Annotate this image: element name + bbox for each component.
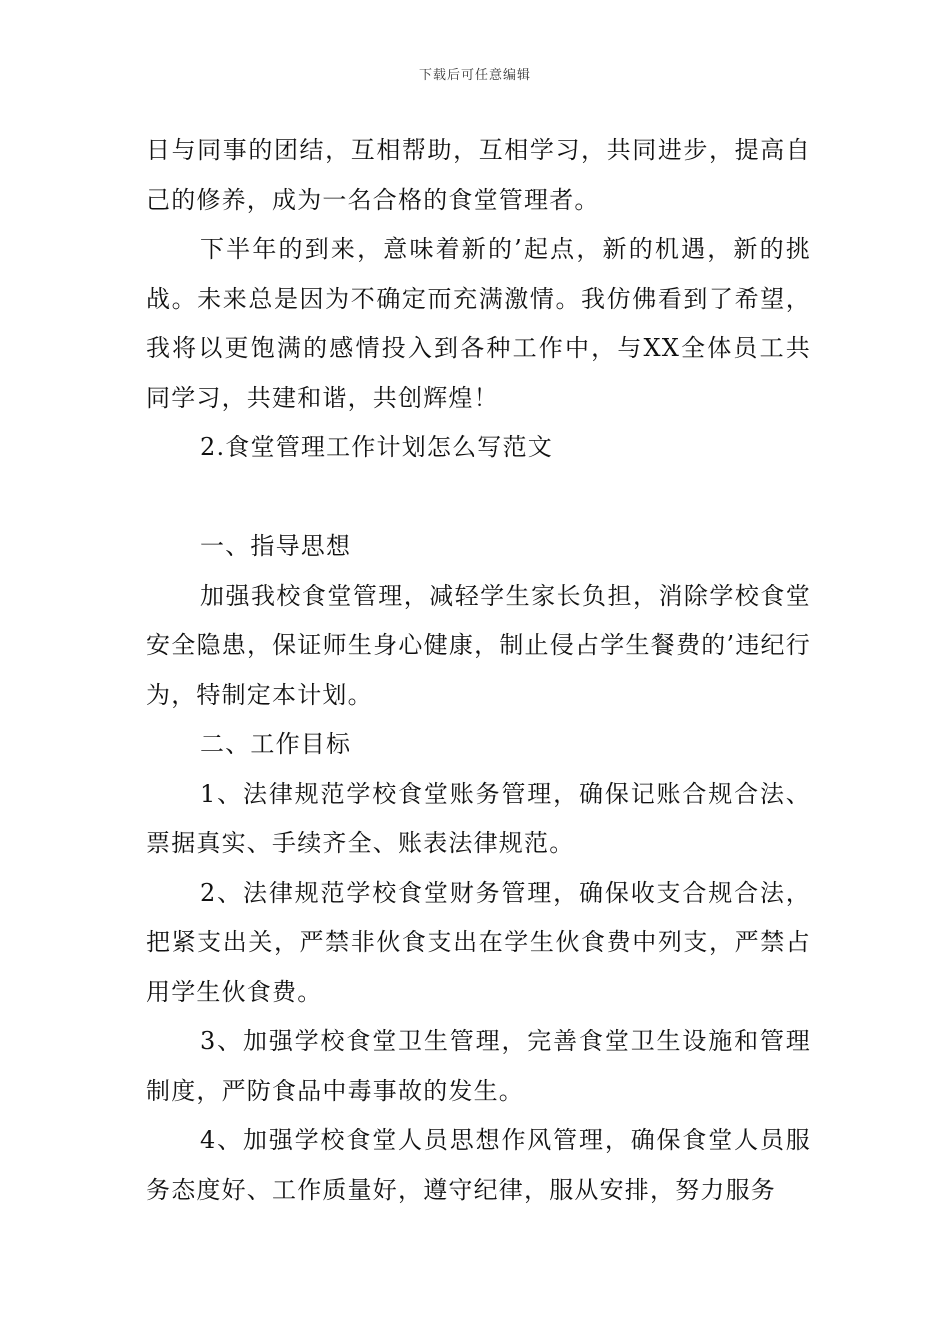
- paragraph-second-half-year: 下半年的到来，意味着新的’起点，新的机遇，新的挑战。未来总是因为不确定而充满激情。我仿佛看到了希望，我将以更饱满的感情投入到各种工作中，与XX全体员工共同学习，共建和谐，共创辉煌！: [146, 235, 811, 412]
- heading-work-goals: 二、工作目标: [200, 730, 352, 758]
- goal-item-3: 3、加强学校食堂卫生管理，完善食堂卫生设施和管理制度，严防食品中毒事故的发生。: [146, 1027, 811, 1105]
- blank-line: [146, 473, 811, 523]
- document-body: [146, 126, 811, 1215]
- paragraph-continuation: 日与同事的团结，互相帮助，互相学习，共同进步，提高自己的修养，成为一名合格的食堂管理者。: [146, 136, 811, 214]
- goal-item-4: 4、加强学校食堂人员思想作风管理，确保食堂人员服务态度好、工作质量好，遵守纪律，服从安排，努力服务: [146, 1126, 811, 1204]
- page-header: 下载后可任意编辑: [418, 68, 531, 83]
- heading-guiding-idea: 一、指导思想: [200, 532, 352, 560]
- paragraph-guiding-idea: 加强我校食堂管理，减轻学生家长负担，消除学校食堂安全隐患，保证师生身心健康，制止侵占学生餐费的’违纪行为，特制定本计划。: [146, 581, 811, 709]
- goal-item-1: 1、法律规范学校食堂账务管理，确保记账合规合法、票据真实、手续齐全、账表法律规范。: [146, 779, 811, 857]
- section-title: 2.食堂管理工作计划怎么写范文: [200, 433, 553, 461]
- goal-item-2: 2、法律规范学校食堂财务管理，确保收支合规合法，把紧支出关，严禁非伙食支出在学生伙食费中列支，严禁占用学生伙食费。: [146, 878, 811, 1006]
